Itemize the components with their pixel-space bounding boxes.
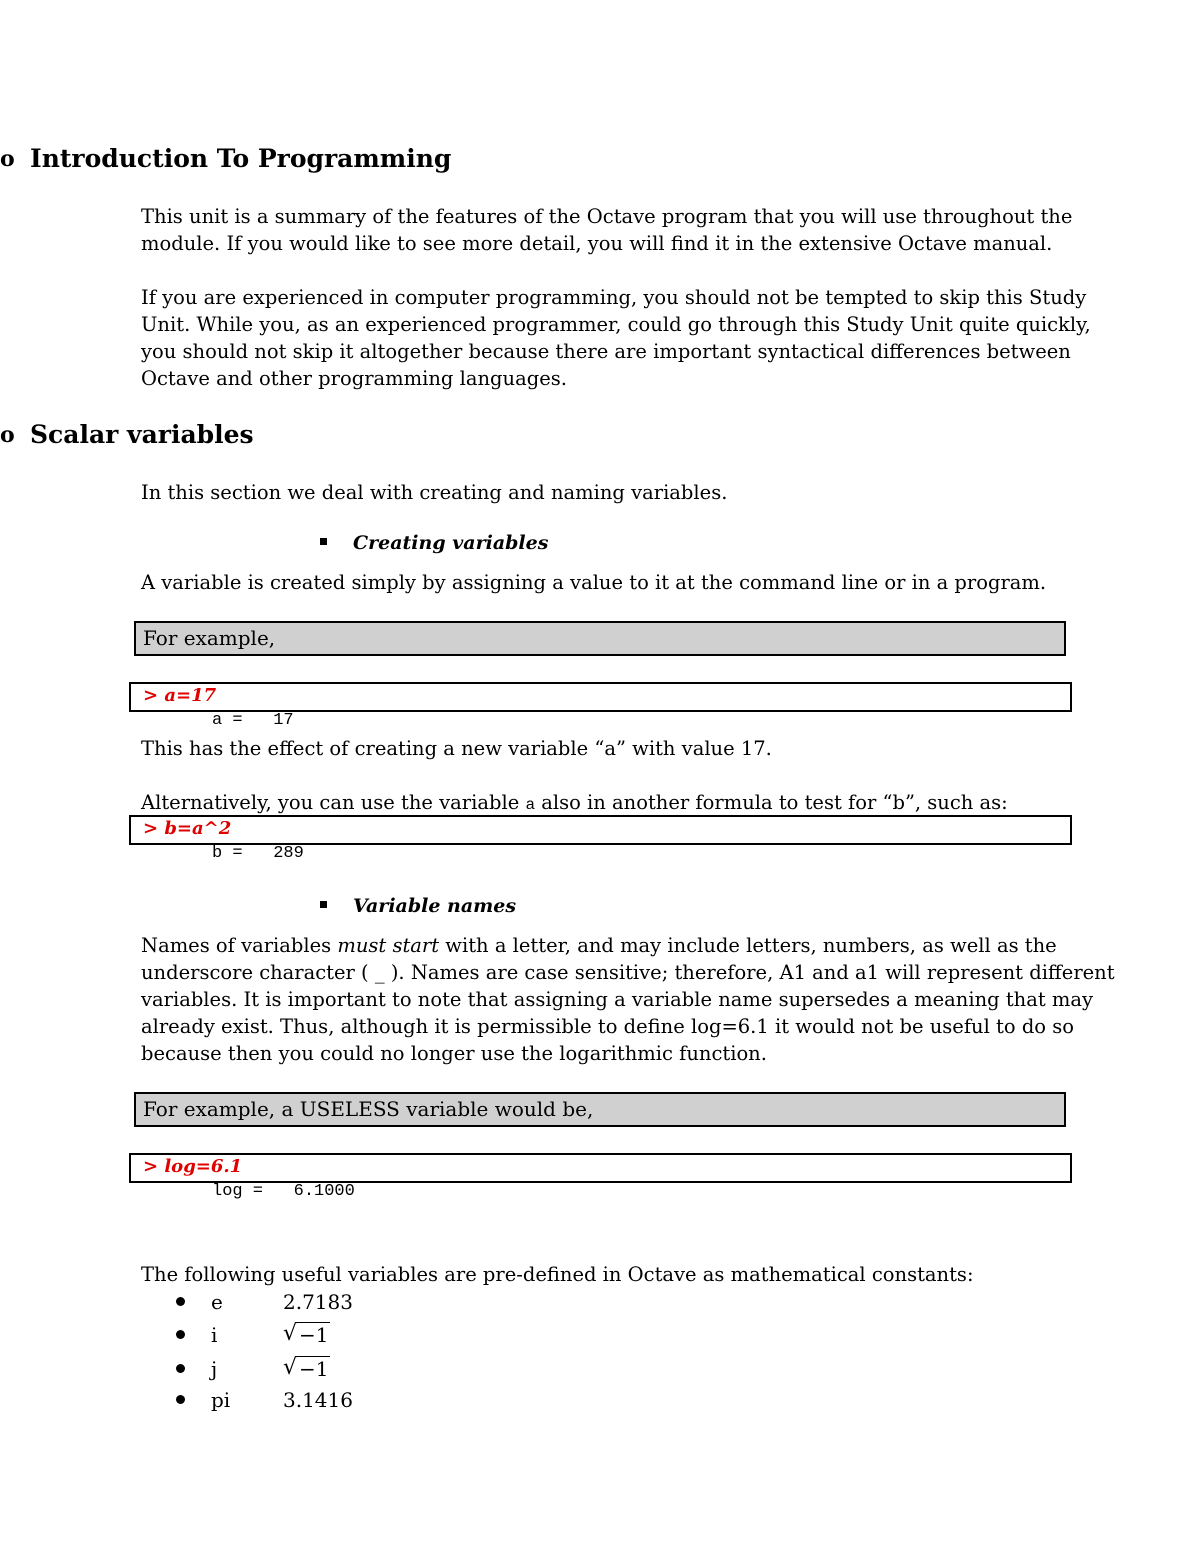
text-line: underscore character ( _ ). Names are case sensitive; therefore, A1 and a1 will represent different (141, 961, 1115, 984)
text-line: you should not skip it altogether because there are important syntactical differences between (141, 340, 1071, 363)
subheading-creating-variables (353, 532, 548, 554)
text-line: already exist. Thus, although it is permissible to define log=6.1 it would not be useful to do so (141, 1015, 1074, 1038)
square-bullet-icon (320, 901, 327, 908)
text-line: variables. It is important to note that assigning a variable name supersedes a meaning that may (141, 988, 1094, 1011)
subheading-variable-names (353, 895, 516, 917)
text-line (141, 932, 1115, 959)
text-line: Octave and other programming languages. (141, 367, 567, 390)
text-line: because then you could no longer use the logarithmic function. (141, 1042, 767, 1065)
example-label: For example, (143, 626, 276, 650)
constant-name: i (211, 1323, 218, 1347)
command-box (129, 682, 1072, 712)
example-label: For example, a USELESS variable would be, (143, 1097, 594, 1121)
constant-name: j (211, 1357, 218, 1381)
sqrt-icon: √ (283, 1321, 298, 1346)
sqrt-expression (283, 1323, 330, 1347)
section-heading-intro (0, 144, 452, 173)
variable-names-paragraph (141, 932, 1115, 1067)
command-text: > a=17 (143, 685, 217, 706)
constant-item (176, 1355, 329, 1387)
scalar-intro: In this section we deal with creating and naming variables. (141, 481, 728, 504)
section-title: Introduction To Programming (30, 144, 452, 173)
text-line: If you are experienced in computer programming, you should not be tempted to skip this Study (141, 286, 1087, 309)
constant-value: 3.1416 (283, 1388, 353, 1412)
constant-item (176, 1321, 329, 1353)
sqrt-icon: √ (283, 1355, 298, 1380)
constant-value: 2.7183 (283, 1290, 353, 1314)
constant-name: e (211, 1290, 223, 1314)
section-heading-scalar (0, 420, 254, 449)
text-part: also in another formula to test for “b”, such as: (535, 791, 1008, 814)
subheading-text: Creating variables (353, 532, 549, 554)
text-line: Unit. While you, as an experienced programmer, could go through this Study Unit quite quickly, (141, 313, 1091, 336)
command-box (129, 815, 1072, 845)
text-part: Names of variables (141, 934, 338, 957)
text-line: This unit is a summary of the features of the Octave program that you will use throughout the (141, 205, 1073, 228)
subheading-text: Variable names (353, 895, 517, 917)
constant-value: −1 (299, 1323, 329, 1347)
intro-paragraph-2 (141, 284, 1091, 392)
bullet-icon (176, 1330, 185, 1339)
square-bullet-icon (320, 538, 327, 545)
sqrt-expression (283, 1357, 330, 1381)
command-output: a = 17 (212, 711, 294, 730)
emphasis: must start (337, 934, 440, 957)
command-text: > log=6.1 (143, 1156, 243, 1177)
creating-description: A variable is created simply by assigning a value to it at the command line or in a program. (141, 571, 1047, 594)
section-title: Scalar variables (30, 420, 254, 449)
constants-intro: The following useful variables are pre-defined in Octave as mathematical constants: (141, 1263, 974, 1286)
command-output: log = 6.1000 (212, 1182, 355, 1201)
inline-code: a (525, 796, 536, 814)
heading-marker: o (0, 422, 15, 448)
constant-name: pi (211, 1388, 231, 1412)
constant-value: −1 (299, 1357, 329, 1381)
command-text: > b=a^2 (143, 818, 232, 839)
example-bar (134, 621, 1066, 656)
bullet-icon (176, 1395, 185, 1404)
command-box (129, 1153, 1072, 1183)
text-line: module. If you would like to see more detail, you will find it in the extensive Octave manual. (141, 232, 1053, 255)
heading-marker: o (0, 146, 15, 172)
example-bar (134, 1092, 1066, 1127)
text-part: Alternatively, you can use the variable (141, 791, 526, 814)
command-output: b = 289 (212, 844, 304, 863)
bullet-icon (176, 1297, 185, 1306)
text-part: with a letter, and may include letters, numbers, as well as the (439, 934, 1057, 957)
bullet-icon (176, 1364, 185, 1373)
creating-effect: This has the effect of creating a new variable “a” with value 17. (141, 737, 772, 760)
intro-paragraph-1 (141, 203, 1072, 257)
